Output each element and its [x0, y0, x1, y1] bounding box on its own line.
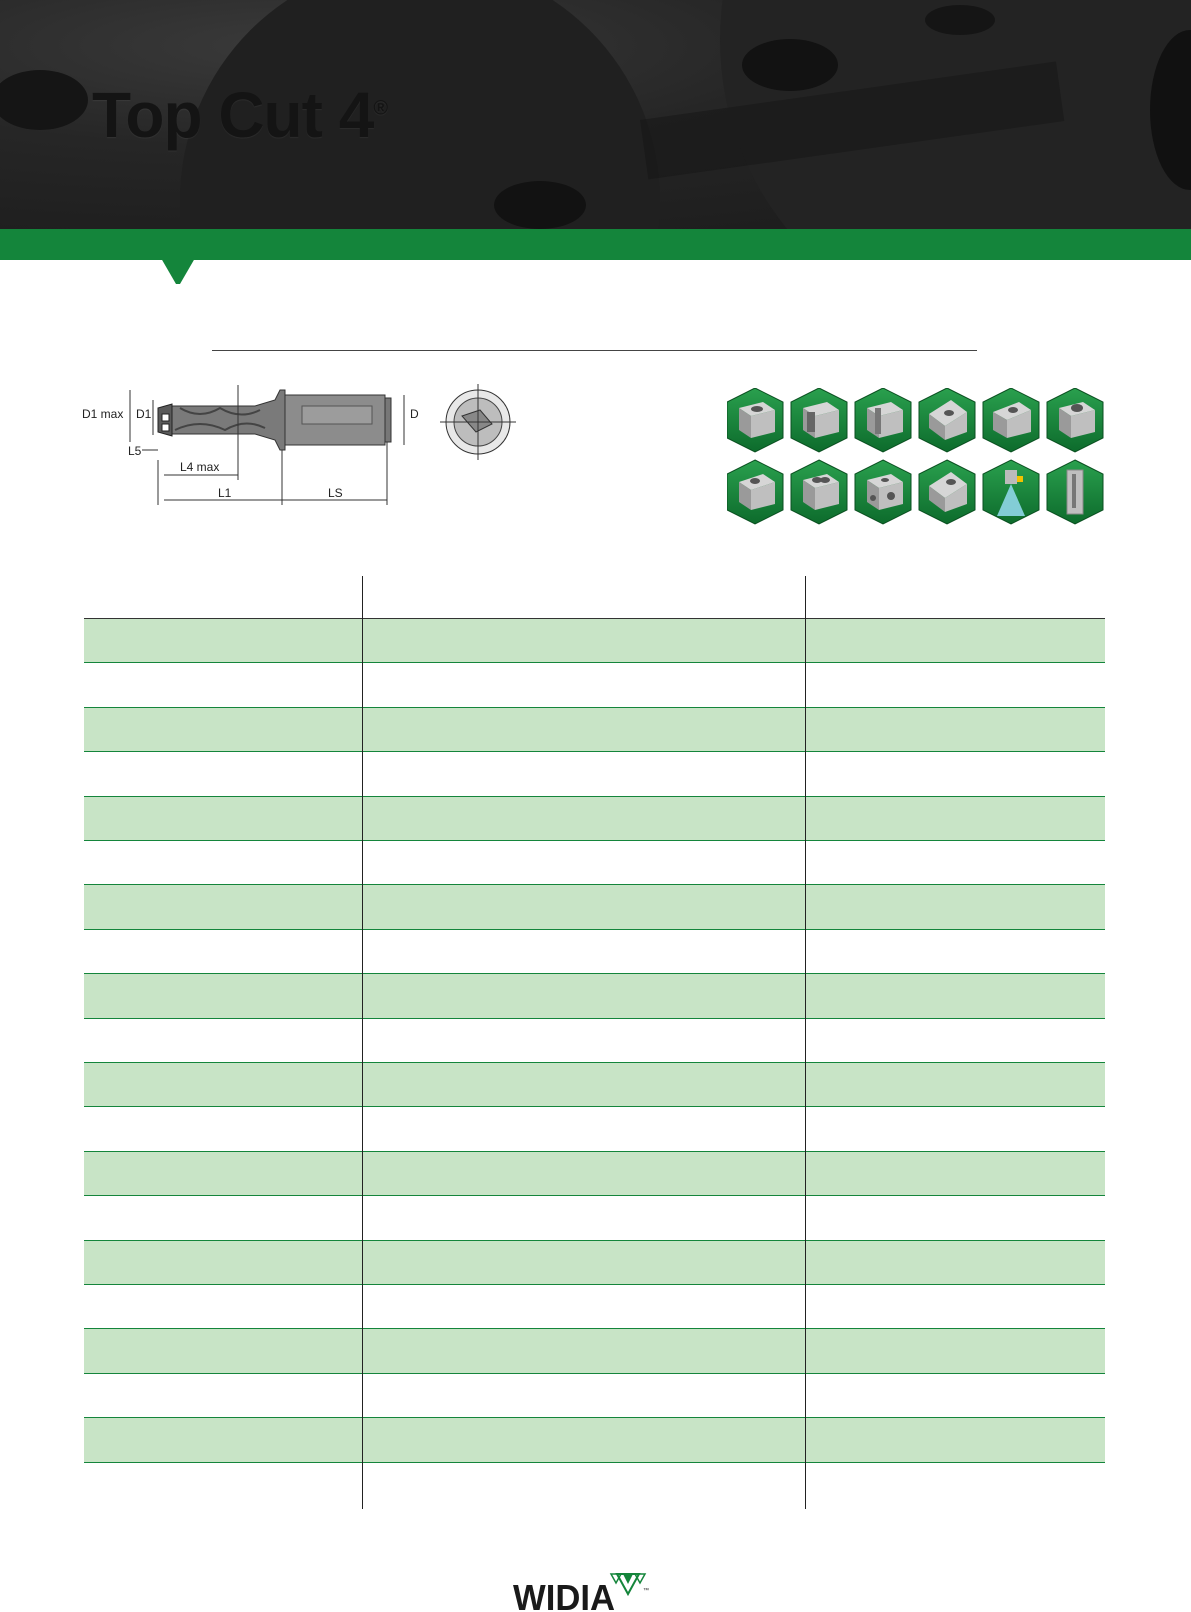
- table-cell: [363, 708, 805, 751]
- table-cell: [84, 1196, 366, 1239]
- deep-hole-icon: [1047, 460, 1103, 524]
- drill-dimension-diagram: [80, 380, 640, 540]
- table-cell: [806, 1063, 1104, 1106]
- label-l4-max: L4 max: [180, 460, 220, 474]
- section-rule: [212, 350, 977, 351]
- table-cell: [806, 1241, 1104, 1284]
- table-cell: [84, 1107, 366, 1150]
- table-cell: [363, 1241, 805, 1284]
- label-d1-max: D1 max: [82, 407, 124, 421]
- table-row: [84, 1329, 1105, 1373]
- table-cell: [806, 1107, 1104, 1150]
- table-cell: [806, 619, 1104, 662]
- table-cell: [84, 619, 366, 662]
- table-cell: [363, 841, 805, 884]
- table-cell: [84, 708, 366, 751]
- drill-body: [158, 390, 391, 450]
- table-row: [84, 841, 1105, 885]
- table-cell: [363, 619, 805, 662]
- table-cell: [806, 1329, 1104, 1372]
- hero-banner: [0, 0, 1191, 229]
- table-cell: [363, 1374, 805, 1417]
- table-cell: [84, 797, 366, 840]
- table-cell: [363, 797, 805, 840]
- table-cell: [84, 974, 366, 1017]
- label-d: D: [410, 407, 419, 421]
- counterboring-icon: [791, 388, 847, 452]
- table-cell: [363, 1463, 805, 1506]
- table-row: [84, 1418, 1105, 1462]
- table-cell: [363, 1418, 805, 1461]
- table-cell: [806, 708, 1104, 751]
- label-ls: LS: [328, 486, 343, 500]
- table-cell: [806, 663, 1104, 706]
- table-cell: [806, 1285, 1104, 1328]
- table-cell: [806, 841, 1104, 884]
- column-divider: [805, 576, 806, 1509]
- table-cell: [84, 1374, 366, 1417]
- table-header-cell: [806, 576, 1104, 619]
- label-d1: D1: [136, 407, 152, 421]
- drill-end-view: [440, 384, 516, 460]
- table-cell: [363, 1063, 805, 1106]
- table-cell: [363, 974, 805, 1017]
- table-cell: [363, 663, 805, 706]
- table-row: [84, 1241, 1105, 1285]
- column-divider: [362, 576, 363, 1509]
- stacked-plates-icon: [1047, 388, 1103, 452]
- table-cell: [84, 930, 366, 973]
- table-cell: [84, 1329, 366, 1372]
- table-row: [84, 1285, 1105, 1329]
- table-row: [84, 663, 1105, 707]
- table-row: [84, 1152, 1105, 1196]
- widia-logo: [513, 1570, 653, 1612]
- table-cell: [363, 885, 805, 928]
- table-cell: [806, 885, 1104, 928]
- cross-holes-icon: [855, 460, 911, 524]
- table-header-cell: [363, 576, 805, 619]
- table-cell: [806, 1019, 1104, 1062]
- table-row: [84, 974, 1105, 1018]
- table-cell: [84, 1152, 366, 1195]
- table-cell: [363, 1329, 805, 1372]
- through-coolant-icon: [983, 460, 1039, 524]
- table-cell: [363, 1152, 805, 1195]
- table-cell: [84, 1019, 366, 1062]
- table-cell: [84, 1063, 366, 1106]
- table-cell: [84, 752, 366, 795]
- table-cell: [84, 1241, 366, 1284]
- table-row: [84, 1374, 1105, 1418]
- table-row: [84, 1463, 1105, 1507]
- convex-surface-icon: [983, 388, 1039, 452]
- half-hole-icon: [855, 388, 911, 452]
- table-cell: [363, 1196, 805, 1239]
- label-l5: L5: [128, 444, 142, 458]
- table-row: [84, 619, 1105, 663]
- label-l1: L1: [218, 486, 232, 500]
- table-row: [84, 1063, 1105, 1107]
- table-row: [84, 797, 1105, 841]
- table-cell: [84, 885, 366, 928]
- concave-surface-icon: [919, 460, 975, 524]
- table-cell: [806, 1374, 1104, 1417]
- table-cell: [84, 1418, 366, 1461]
- table-cell: [806, 1152, 1104, 1195]
- table-cell: [363, 1285, 805, 1328]
- table-cell: [363, 930, 805, 973]
- svg-text:WIDIA: WIDIA: [513, 1577, 615, 1612]
- hero-title: Top Cut 4®: [92, 79, 388, 151]
- table-row: [84, 1019, 1105, 1063]
- table-cell: [363, 752, 805, 795]
- table-row: [84, 752, 1105, 796]
- table-cell: [806, 1463, 1104, 1506]
- application-icons-grid: [727, 388, 1107, 528]
- inclined-surface-icon: [919, 388, 975, 452]
- widia-logo-mark-icon: [611, 1574, 645, 1594]
- table-cell: [363, 1107, 805, 1150]
- svg-text:™: ™: [643, 1588, 649, 1594]
- table-cell: [806, 1418, 1104, 1461]
- angled-exit-icon: [727, 460, 783, 524]
- table-cell: [363, 1019, 805, 1062]
- table-cell: [806, 974, 1104, 1017]
- table-cell: [84, 663, 366, 706]
- overlapping-holes-icon: [791, 460, 847, 524]
- table-header-row: [84, 576, 1105, 619]
- table-row: [84, 1196, 1105, 1240]
- table-row: [84, 1107, 1105, 1151]
- table-row: [84, 885, 1105, 929]
- table-cell: [806, 930, 1104, 973]
- table-cell: [84, 841, 366, 884]
- table-cell: [84, 1285, 366, 1328]
- product-table: [84, 576, 1105, 1509]
- table-row: [84, 930, 1105, 974]
- table-cell: [806, 797, 1104, 840]
- table-row: [84, 708, 1105, 752]
- table-cell: [806, 752, 1104, 795]
- drilling-icon: [727, 388, 783, 452]
- table-header-cell: [84, 576, 366, 619]
- table-cell: [806, 1196, 1104, 1239]
- section-marker-icon: [154, 246, 214, 286]
- table-cell: [84, 1463, 366, 1506]
